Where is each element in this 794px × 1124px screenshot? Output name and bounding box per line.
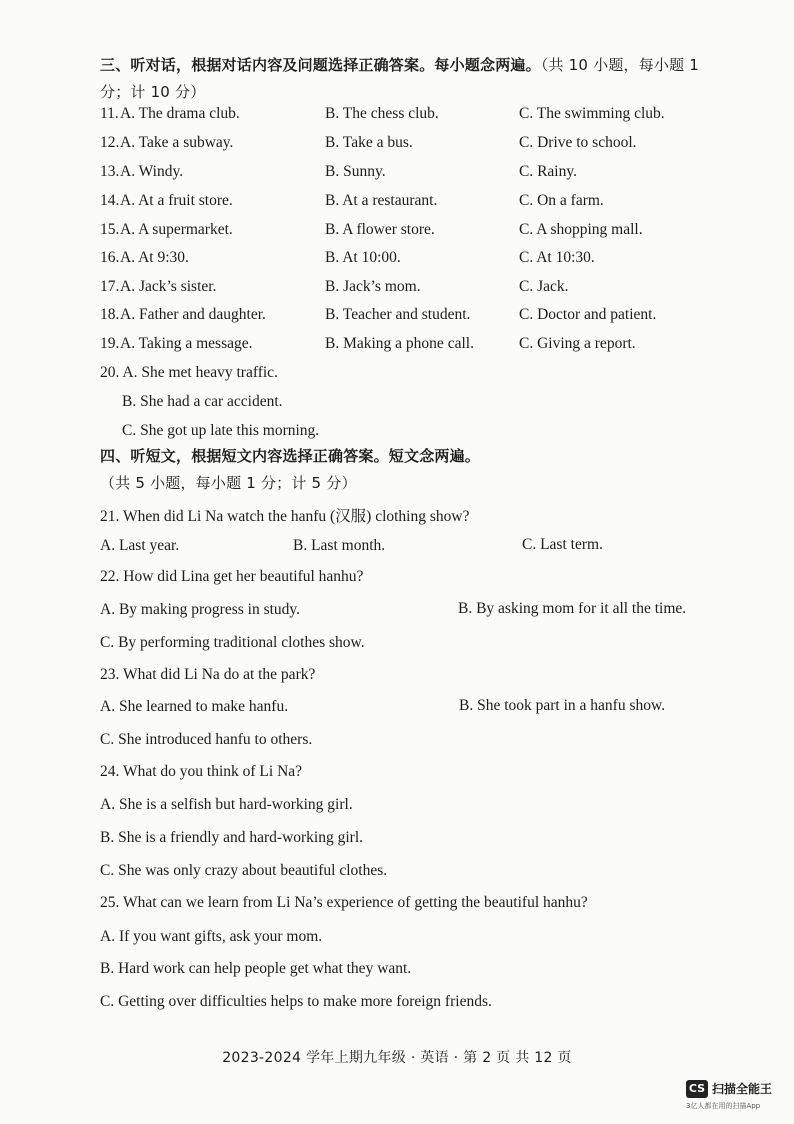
option-b: B. Making a phone call. [325, 335, 474, 352]
question-number: 13. [100, 163, 120, 180]
question-22-stem: 22. How did Lina get her beautiful hanhu? [100, 568, 364, 585]
question-21-stem: 21. When did Li Na watch the hanfu (汉服) clothing show? [100, 508, 470, 525]
option-b: B. By asking mom for it all the time. [458, 600, 687, 617]
option-c: C. On a farm. [519, 192, 604, 209]
question-number: 15. [100, 221, 120, 238]
option-a: A. Windy. [120, 163, 184, 180]
option-b: B. Last month. [293, 537, 386, 554]
scanner-watermark [686, 1080, 786, 1116]
option-c: C. Rainy. [519, 163, 577, 180]
option-c: C. She was only crazy about beautiful clothes. [100, 862, 388, 879]
section-3-note: （共 10 小题，每小题 1 分；计 10 分） [100, 56, 700, 101]
question-24-stem: 24. What do you think of Li Na? [100, 763, 303, 780]
option-b: B. She had a car accident. [122, 393, 283, 410]
option-a: A. The drama club. [120, 105, 240, 122]
option-b: B. At 10:00. [325, 249, 401, 266]
option-c: C. Jack. [519, 278, 569, 295]
question-20 [100, 364, 278, 382]
option-c: C. She introduced hanfu to others. [100, 731, 313, 748]
question-23-stem: 23. What did Li Na do at the park? [100, 666, 316, 683]
option-a: A. If you want gifts, ask your mom. [100, 928, 323, 945]
option-b: B. At a restaurant. [325, 192, 438, 209]
option-c: C. Drive to school. [519, 134, 637, 151]
option-c: C. By performing traditional clothes show. [100, 634, 365, 651]
option-a: A. Take a subway. [120, 134, 234, 151]
option-c: C. Getting over difficulties helps to make more foreign friends. [100, 993, 492, 1010]
option-a: A. She is a selfish but hard-working girl. [100, 796, 353, 813]
option-b: B. The chess club. [325, 105, 439, 122]
option-a: A. At a fruit store. [120, 192, 233, 209]
option-c: C. Giving a report. [519, 335, 636, 352]
option-a: A. Jack’s sister. [120, 278, 217, 295]
option-b: B. Jack’s mom. [325, 278, 421, 295]
option-c: C. She got up late this morning. [122, 422, 320, 439]
option-c: C. The swimming club. [519, 105, 665, 122]
option-b: B. A flower store. [325, 221, 435, 238]
option-c: C. At 10:30. [519, 249, 595, 266]
option-a: A. A supermarket. [120, 221, 233, 238]
option-a: A. By making progress in study. [100, 601, 301, 618]
option-b: B. She took part in a hanfu show. [459, 697, 666, 714]
option-a: A. She learned to make hanfu. [100, 698, 289, 715]
question-number: 17. [100, 278, 120, 295]
section-4-heading [100, 443, 725, 497]
question-number: 16. [100, 249, 120, 266]
option-b: B. Hard work can help people get what they want. [100, 960, 412, 977]
section-4-title: 四、听短文，根据短文内容选择正确答案。短文念两遍。 [100, 447, 481, 465]
section-3-title: 三、听对话，根据对话内容及问题选择正确答案。每小题念两遍。 [100, 56, 541, 74]
question-number: 20. [100, 364, 120, 381]
option-b: B. Sunny. [325, 163, 386, 180]
section-3-heading [100, 52, 725, 106]
option-a: A. She met heavy traffic. [122, 364, 278, 381]
option-b: B. Teacher and student. [325, 306, 471, 323]
question-number: 18. [100, 306, 120, 323]
page-footer: 2023-2024 学年上期九年级 · 英语 · 第 2 页 共 12 页 [222, 1050, 572, 1066]
question-number: 11. [100, 105, 119, 122]
option-a: A. Last year. [100, 537, 180, 554]
option-a: A. Taking a message. [120, 335, 253, 352]
option-c: C. Last term. [522, 536, 603, 553]
section-4-note: （共 5 小题，每小题 1 分；计 5 分） [100, 474, 357, 492]
option-c: C. A shopping mall. [519, 221, 643, 238]
option-b: B. Take a bus. [325, 134, 413, 151]
scanner-tagline: 3亿人都在用的扫描App [686, 1102, 761, 1110]
option-a: A. Father and daughter. [120, 306, 266, 323]
option-a: A. At 9:30. [120, 249, 189, 266]
option-b: B. She is a friendly and hard-working girl. [100, 829, 364, 846]
scanner-name: 扫描全能王 [712, 1082, 773, 1096]
question-number: 12. [100, 134, 120, 151]
question-number: 19. [100, 335, 120, 352]
question-number: 14. [100, 192, 120, 209]
question-25-stem: 25. What can we learn from Li Na’s experience of getting the beautiful hanhu? [100, 894, 588, 911]
option-c: C. Doctor and patient. [519, 306, 657, 323]
camscanner-logo-icon: CS [686, 1080, 708, 1098]
